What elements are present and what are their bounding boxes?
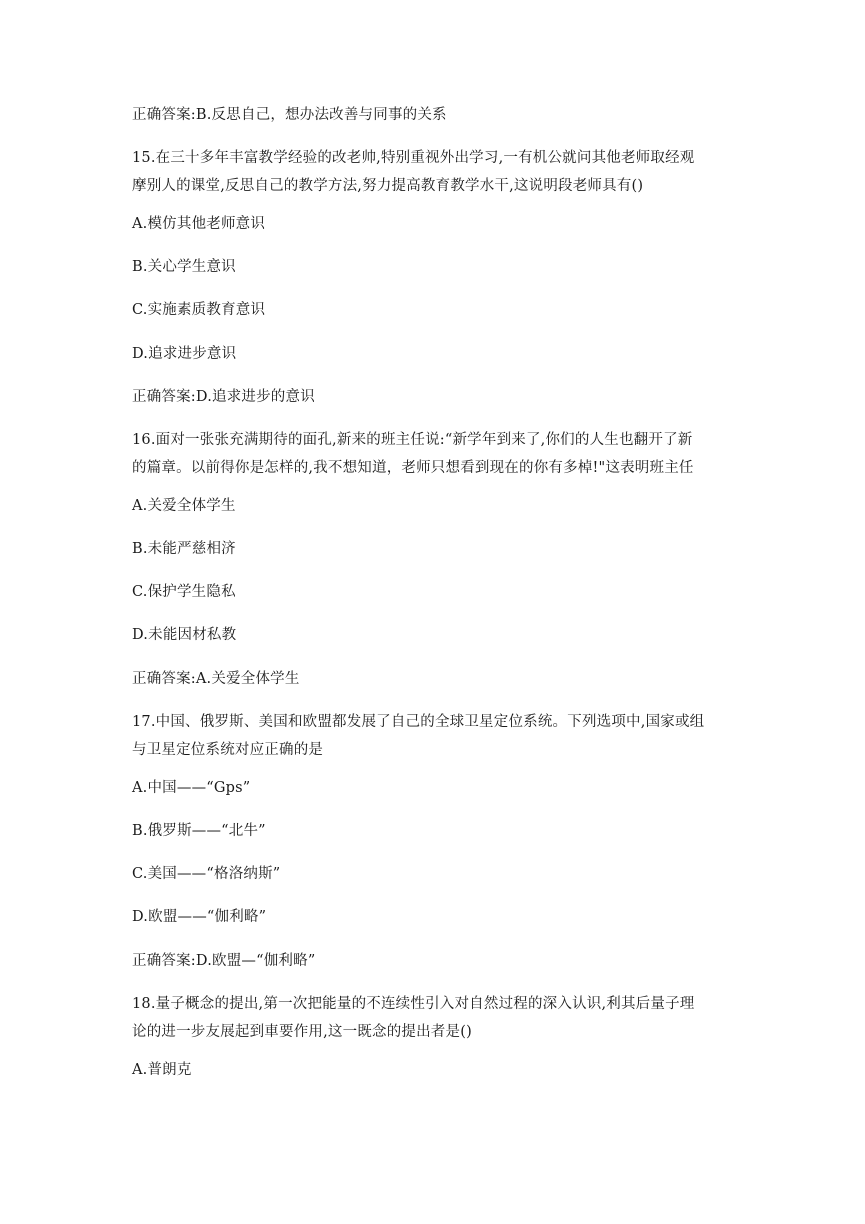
q17-answer: 正确答案:D.欧盟—“伽利略” bbox=[132, 953, 316, 969]
q17-option-c: C.美国——“格洛纳斯” bbox=[132, 866, 281, 882]
q18-stem-line-2: 论的进一步友展起到車要作用,这一既念的提出者是() bbox=[132, 1024, 472, 1040]
q15-option-c: C.实施素质教育意识 bbox=[132, 302, 266, 318]
q16-option-d: D.未能因材私教 bbox=[132, 627, 237, 643]
q17-option-d: D.欧盟——“伽利略” bbox=[132, 909, 267, 925]
q16-stem-line-1: 16.面对一张张充满期待的面孔,新来的班主任说:“新学年到来了,你们的人生也翻开了新 bbox=[132, 432, 693, 448]
q15-answer: 正确答案:D.追求进步的意识 bbox=[132, 389, 315, 405]
q16-answer: 正确答案:A.关爱全体学生 bbox=[132, 671, 300, 687]
q17-option-b: B.俄罗斯——“北牛” bbox=[132, 823, 266, 839]
q15-stem-line-1: 15.在三十多年丰富教学经验的改老帅,特别重视外出学习,一有机公就问其他老师取经观 bbox=[132, 150, 695, 166]
q18-option-a: A.普朗克 bbox=[132, 1062, 192, 1078]
q16-option-a: A.关爱全体学生 bbox=[132, 498, 236, 514]
q17-option-a: A.中国——“Gps” bbox=[132, 780, 251, 796]
q17-stem-line-1: 17.中国、俄罗斯、美国和欧盟都发展了自己的全球卫星定位系统。下列选项中,国家或组 bbox=[132, 714, 705, 730]
q16-stem-line-2: 的篇章。以前得你是怎样的,我不想知道，老师只想看到现在的你有多棹!"这表明班主任 bbox=[132, 460, 694, 476]
q16-option-c: C.保护学生隐私 bbox=[132, 584, 236, 600]
q15-option-d: D.追求进步意识 bbox=[132, 346, 237, 362]
q18-stem-line-1: 18.量子概念的提出,第一次把能量的不连续性引入对自然过程的深入认识,利其后量子理 bbox=[132, 996, 695, 1012]
q17-stem-line-2: 与卫星定位系统对应正确的是 bbox=[132, 742, 324, 758]
q14-answer: 正确答案:B.反思自己，想办法改善与同事的关系 bbox=[132, 107, 447, 123]
q16-option-b: B.未能严慈相济 bbox=[132, 541, 236, 557]
q15-option-b: B.关心学生意识 bbox=[132, 259, 236, 275]
q15-option-a: A.模仿其他老师意识 bbox=[132, 216, 266, 232]
q15-stem-line-2: 摩别人的课堂,反思自己的教学方法,努力提高教育教学水干,这说明段老师具有() bbox=[132, 178, 644, 194]
